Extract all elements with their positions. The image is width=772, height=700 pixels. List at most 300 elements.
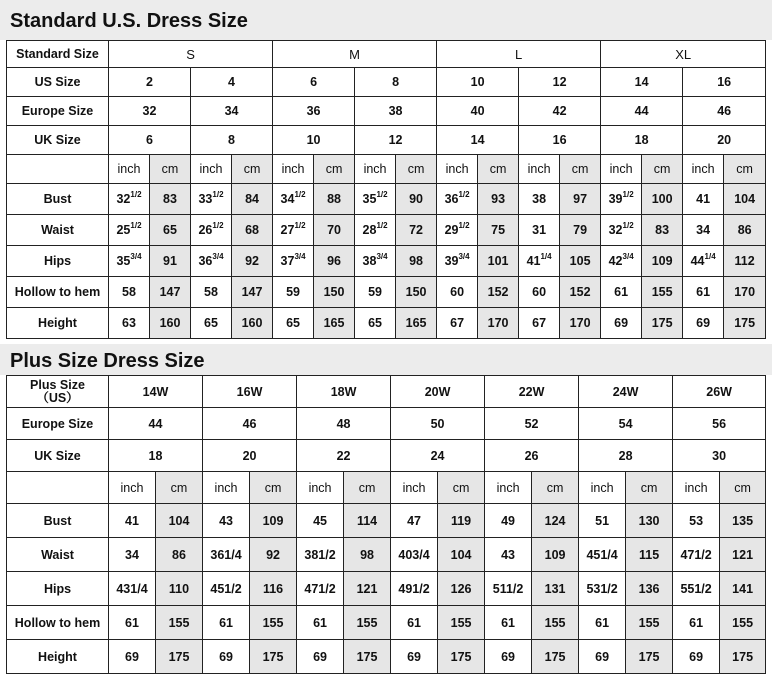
- cm-value: 155: [344, 606, 391, 640]
- unit-cm: cm: [642, 155, 683, 184]
- unit-cm: cm: [344, 472, 391, 504]
- measure-label: Bust: [7, 184, 109, 215]
- uk-size-cell: 8: [191, 126, 273, 155]
- europe-size-cell: 34: [191, 97, 273, 126]
- cm-value: 72: [396, 215, 437, 246]
- inch-value: [355, 246, 396, 277]
- inch-value: 531/2: [579, 572, 626, 606]
- inch-whole: 44: [690, 254, 705, 268]
- inch-value: 69: [109, 640, 156, 674]
- unit-cm: cm: [314, 155, 355, 184]
- us-size-row: [7, 68, 766, 97]
- us-size-cell: 6: [273, 68, 355, 97]
- inch-value: 61: [391, 606, 438, 640]
- inch-whole: 38: [362, 254, 377, 268]
- inch-value: 38: [519, 184, 560, 215]
- unit-inch: inch: [109, 155, 150, 184]
- standard-size-title: Standard U.S. Dress Size: [0, 0, 772, 40]
- cm-value: 175: [720, 640, 766, 674]
- cm-value: 126: [438, 572, 485, 606]
- inch-whole: 25: [116, 223, 131, 237]
- plus-europe-size-label: Europe Size: [7, 408, 109, 440]
- cm-value: 130: [626, 504, 673, 538]
- cm-value: 175: [532, 640, 579, 674]
- europe-size-row: [7, 97, 766, 126]
- inch-value: 511/2: [485, 572, 532, 606]
- size-letter-s: S: [109, 41, 273, 68]
- inch-value: 45: [297, 504, 344, 538]
- inch-value: [601, 184, 642, 215]
- us-size-cell: 2: [109, 68, 191, 97]
- plus-size-title: Plus Size Dress Size: [0, 344, 772, 375]
- inch-value: 61: [579, 606, 626, 640]
- measure-label: Hips: [7, 246, 109, 277]
- inch-value: 69: [683, 308, 724, 339]
- cm-value: 155: [626, 606, 673, 640]
- uk-size-cell: 20: [683, 126, 766, 155]
- cm-value: 91: [150, 246, 191, 277]
- inch-value: 53: [673, 504, 720, 538]
- inch-value: 43: [485, 538, 532, 572]
- inch-value: [601, 215, 642, 246]
- plus-uk-size-cell: 22: [297, 440, 391, 472]
- us-size-cell: 16: [683, 68, 766, 97]
- plus-size-16w: 16W: [203, 376, 297, 408]
- inch-value: 431/4: [109, 572, 156, 606]
- cm-value: 136: [626, 572, 673, 606]
- inch-whole: 36: [198, 254, 213, 268]
- cm-value: 147: [232, 277, 273, 308]
- inch-whole: 42: [608, 254, 623, 268]
- unit-row-blank: [7, 155, 109, 184]
- plus-size-label-line1: Plus Size: [30, 377, 85, 392]
- inch-value: 451/4: [579, 538, 626, 572]
- cm-value: 96: [314, 246, 355, 277]
- cm-value: 152: [478, 277, 519, 308]
- plus-europe-size-row: [7, 408, 766, 440]
- inch-fraction: 1/2: [376, 221, 388, 230]
- plus-measure-row-height: [7, 640, 766, 674]
- cm-value: 131: [532, 572, 579, 606]
- cm-value: 93: [478, 184, 519, 215]
- uk-size-cell: 6: [109, 126, 191, 155]
- us-size-cell: 4: [191, 68, 273, 97]
- unit-inch: inch: [485, 472, 532, 504]
- cm-value: 175: [626, 640, 673, 674]
- unit-cm: cm: [720, 472, 766, 504]
- cm-value: 109: [250, 504, 297, 538]
- measure-row-bust: [7, 184, 766, 215]
- cm-value: 165: [396, 308, 437, 339]
- unit-cm: cm: [478, 155, 519, 184]
- standard-size-section: [0, 40, 772, 344]
- cm-value: 150: [314, 277, 355, 308]
- europe-size-cell: 40: [437, 97, 519, 126]
- unit-inch: inch: [391, 472, 438, 504]
- cm-value: 86: [156, 538, 203, 572]
- cm-value: 70: [314, 215, 355, 246]
- inch-fraction: 1/2: [130, 190, 142, 199]
- inch-fraction: 1/2: [294, 190, 306, 199]
- inch-value: 381/2: [297, 538, 344, 572]
- inch-whole: 26: [198, 223, 213, 237]
- inch-value: 59: [273, 277, 314, 308]
- cm-value: 104: [438, 538, 485, 572]
- plus-size-14w: 14W: [109, 376, 203, 408]
- cm-value: 175: [438, 640, 485, 674]
- inch-fraction: 3/4: [458, 252, 470, 261]
- inch-fraction: 3/4: [376, 252, 388, 261]
- inch-value: 41: [109, 504, 156, 538]
- inch-value: 65: [355, 308, 396, 339]
- cm-value: 175: [250, 640, 297, 674]
- inch-value: 69: [391, 640, 438, 674]
- cm-value: 101: [478, 246, 519, 277]
- inch-value: 403/4: [391, 538, 438, 572]
- plus-uk-size-cell: 24: [391, 440, 485, 472]
- unit-inch: inch: [579, 472, 626, 504]
- cm-value: 98: [344, 538, 391, 572]
- measure-label: Hips: [7, 572, 109, 606]
- unit-inch: inch: [191, 155, 232, 184]
- inch-value: [191, 246, 232, 277]
- inch-whole: 39: [608, 192, 623, 206]
- cm-value: 100: [642, 184, 683, 215]
- plus-uk-size-label: UK Size: [7, 440, 109, 472]
- measure-label: Waist: [7, 215, 109, 246]
- uk-size-label: UK Size: [7, 126, 109, 155]
- plus-uk-size-cell: 20: [203, 440, 297, 472]
- plus-uk-size-cell: 18: [109, 440, 203, 472]
- plus-size-label-line2: （US）: [36, 390, 79, 405]
- plus-uk-size-cell: 30: [673, 440, 766, 472]
- unit-inch: inch: [273, 155, 314, 184]
- cm-value: 155: [156, 606, 203, 640]
- inch-value: 60: [437, 277, 478, 308]
- inch-whole: 27: [280, 223, 295, 237]
- unit-row: [7, 155, 766, 184]
- plus-measure-row-hollow-to-hem: [7, 606, 766, 640]
- cm-value: 116: [250, 572, 297, 606]
- cm-value: 88: [314, 184, 355, 215]
- cm-value: 170: [724, 277, 766, 308]
- cm-value: 121: [344, 572, 391, 606]
- size-letter-l: L: [437, 41, 601, 68]
- measure-label: Height: [7, 640, 109, 674]
- cm-value: 155: [642, 277, 683, 308]
- inch-value: 551/2: [673, 572, 720, 606]
- inch-value: 60: [519, 277, 560, 308]
- inch-whole: 36: [444, 192, 459, 206]
- inch-value: 69: [485, 640, 532, 674]
- uk-size-cell: 10: [273, 126, 355, 155]
- inch-value: 41: [683, 184, 724, 215]
- inch-value: 69: [579, 640, 626, 674]
- inch-value: [273, 215, 314, 246]
- us-size-cell: 12: [519, 68, 601, 97]
- cm-value: 175: [344, 640, 391, 674]
- measure-label: Hollow to hem: [7, 606, 109, 640]
- plus-europe-size-cell: 50: [391, 408, 485, 440]
- inch-whole: 28: [362, 223, 377, 237]
- inch-whole: 35: [362, 192, 377, 206]
- inch-fraction: 3/4: [294, 252, 306, 261]
- inch-value: 31: [519, 215, 560, 246]
- plus-europe-size-cell: 54: [579, 408, 673, 440]
- size-letter-m: M: [273, 41, 437, 68]
- plus-size-20w: 20W: [391, 376, 485, 408]
- size-letter-xl: XL: [601, 41, 766, 68]
- inch-fraction: 1/2: [212, 221, 224, 230]
- uk-size-cell: 14: [437, 126, 519, 155]
- uk-size-cell: 18: [601, 126, 683, 155]
- cm-value: 147: [150, 277, 191, 308]
- plus-europe-size-cell: 44: [109, 408, 203, 440]
- inch-fraction: 1/2: [294, 221, 306, 230]
- measure-label: Height: [7, 308, 109, 339]
- cm-value: 97: [560, 184, 601, 215]
- inch-value: 69: [601, 308, 642, 339]
- measure-row-hollow-to-hem: [7, 277, 766, 308]
- us-size-cell: 10: [437, 68, 519, 97]
- cm-value: 104: [724, 184, 766, 215]
- cm-value: 119: [438, 504, 485, 538]
- cm-value: 92: [250, 538, 297, 572]
- cm-value: 170: [560, 308, 601, 339]
- cm-value: 175: [156, 640, 203, 674]
- cm-value: 160: [150, 308, 191, 339]
- unit-inch: inch: [683, 155, 724, 184]
- inch-value: [109, 246, 150, 277]
- measure-row-height: [7, 308, 766, 339]
- plus-size-table: [6, 375, 766, 674]
- plus-size-18w: 18W: [297, 376, 391, 408]
- cm-value: 83: [150, 184, 191, 215]
- cm-value: 155: [720, 606, 766, 640]
- inch-value: [109, 184, 150, 215]
- cm-value: 92: [232, 246, 273, 277]
- cm-value: 83: [642, 215, 683, 246]
- inch-fraction: 1/2: [130, 221, 142, 230]
- inch-value: 61: [109, 606, 156, 640]
- inch-value: [191, 215, 232, 246]
- inch-value: 59: [355, 277, 396, 308]
- cm-value: 104: [156, 504, 203, 538]
- inch-value: 65: [273, 308, 314, 339]
- us-size-label: US Size: [7, 68, 109, 97]
- inch-whole: 39: [444, 254, 459, 268]
- plus-europe-size-cell: 46: [203, 408, 297, 440]
- inch-whole: 41: [526, 254, 541, 268]
- europe-size-cell: 32: [109, 97, 191, 126]
- inch-value: [355, 215, 396, 246]
- plus-size-22w: 22W: [485, 376, 579, 408]
- inch-fraction: 1/4: [704, 252, 716, 261]
- cm-value: 152: [560, 277, 601, 308]
- cm-value: 115: [626, 538, 673, 572]
- plus-measure-row-bust: [7, 504, 766, 538]
- cm-value: 135: [720, 504, 766, 538]
- plus-measure-row-hips: [7, 572, 766, 606]
- cm-value: 175: [724, 308, 766, 339]
- inch-value: 58: [109, 277, 150, 308]
- plus-size-section: [0, 375, 772, 700]
- cm-value: 165: [314, 308, 355, 339]
- uk-size-cell: 12: [355, 126, 437, 155]
- cm-value: 98: [396, 246, 437, 277]
- unit-inch: inch: [673, 472, 720, 504]
- plus-uk-size-row: [7, 440, 766, 472]
- plus-unit-row-blank: [7, 472, 109, 504]
- inch-fraction: 1/2: [212, 190, 224, 199]
- inch-value: 471/2: [297, 572, 344, 606]
- inch-whole: 29: [444, 223, 459, 237]
- unit-inch: inch: [203, 472, 250, 504]
- cm-value: 86: [724, 215, 766, 246]
- inch-value: 58: [191, 277, 232, 308]
- inch-value: [273, 184, 314, 215]
- inch-value: 61: [683, 277, 724, 308]
- uk-size-cell: 16: [519, 126, 601, 155]
- inch-fraction: 1/4: [540, 252, 552, 261]
- inch-value: [519, 246, 560, 277]
- cm-value: 105: [560, 246, 601, 277]
- inch-value: [437, 246, 478, 277]
- uk-size-row: [7, 126, 766, 155]
- inch-value: 61: [485, 606, 532, 640]
- inch-value: 34: [109, 538, 156, 572]
- inch-fraction: 1/2: [458, 190, 470, 199]
- unit-inch: inch: [519, 155, 560, 184]
- inch-fraction: 3/4: [130, 252, 142, 261]
- inch-value: 67: [519, 308, 560, 339]
- inch-value: [355, 184, 396, 215]
- inch-whole: 32: [608, 223, 623, 237]
- cm-value: 160: [232, 308, 273, 339]
- cm-value: 124: [532, 504, 579, 538]
- inch-value: 51: [579, 504, 626, 538]
- inch-value: 61: [297, 606, 344, 640]
- inch-value: [601, 246, 642, 277]
- unit-cm: cm: [560, 155, 601, 184]
- plus-measure-row-waist: [7, 538, 766, 572]
- inch-value: 61: [673, 606, 720, 640]
- standard-size-label: Standard Size: [7, 41, 109, 68]
- unit-cm: cm: [150, 155, 191, 184]
- plus-uk-size-cell: 28: [579, 440, 673, 472]
- inch-whole: 35: [116, 254, 131, 268]
- cm-value: 155: [532, 606, 579, 640]
- plus-europe-size-cell: 48: [297, 408, 391, 440]
- cm-value: 84: [232, 184, 273, 215]
- europe-size-cell: 46: [683, 97, 766, 126]
- unit-cm: cm: [438, 472, 485, 504]
- cm-value: 141: [720, 572, 766, 606]
- europe-size-cell: 36: [273, 97, 355, 126]
- inch-value: 361/4: [203, 538, 250, 572]
- unit-inch: inch: [601, 155, 642, 184]
- inch-value: [683, 246, 724, 277]
- cm-value: 112: [724, 246, 766, 277]
- plus-europe-size-cell: 56: [673, 408, 766, 440]
- cm-value: 68: [232, 215, 273, 246]
- measure-row-waist: [7, 215, 766, 246]
- plus-size-label: [7, 376, 109, 408]
- inch-fraction: 1/2: [622, 190, 634, 199]
- inch-value: 47: [391, 504, 438, 538]
- unit-inch: inch: [437, 155, 478, 184]
- europe-size-cell: 42: [519, 97, 601, 126]
- cm-value: 155: [438, 606, 485, 640]
- inch-value: 491/2: [391, 572, 438, 606]
- unit-inch: inch: [297, 472, 344, 504]
- measure-label: Hollow to hem: [7, 277, 109, 308]
- inch-value: [273, 246, 314, 277]
- inch-value: [437, 184, 478, 215]
- cm-value: 75: [478, 215, 519, 246]
- europe-size-cell: 38: [355, 97, 437, 126]
- cm-value: 175: [642, 308, 683, 339]
- inch-value: 69: [297, 640, 344, 674]
- inch-whole: 32: [116, 192, 131, 206]
- measure-label: Bust: [7, 504, 109, 538]
- cm-value: 170: [478, 308, 519, 339]
- cm-value: 114: [344, 504, 391, 538]
- inch-value: 67: [437, 308, 478, 339]
- inch-whole: 34: [280, 192, 295, 206]
- unit-cm: cm: [156, 472, 203, 504]
- inch-value: 34: [683, 215, 724, 246]
- cm-value: 150: [396, 277, 437, 308]
- europe-size-label: Europe Size: [7, 97, 109, 126]
- plus-uk-size-cell: 26: [485, 440, 579, 472]
- inch-value: [191, 184, 232, 215]
- cm-value: 65: [150, 215, 191, 246]
- inch-whole: 37: [280, 254, 295, 268]
- inch-fraction: 3/4: [622, 252, 634, 261]
- inch-value: 65: [191, 308, 232, 339]
- inch-value: 451/2: [203, 572, 250, 606]
- unit-inch: inch: [355, 155, 396, 184]
- unit-cm: cm: [250, 472, 297, 504]
- inch-value: 43: [203, 504, 250, 538]
- inch-value: 69: [203, 640, 250, 674]
- plus-size-26w: 26W: [673, 376, 766, 408]
- standard-size-table: [6, 40, 766, 339]
- inch-whole: 33: [198, 192, 213, 206]
- plus-europe-size-cell: 52: [485, 408, 579, 440]
- unit-cm: cm: [724, 155, 766, 184]
- plus-size-row: [7, 376, 766, 408]
- cm-value: 109: [532, 538, 579, 572]
- us-size-cell: 8: [355, 68, 437, 97]
- inch-value: 63: [109, 308, 150, 339]
- inch-fraction: 1/2: [458, 221, 470, 230]
- measure-label: Waist: [7, 538, 109, 572]
- inch-value: 49: [485, 504, 532, 538]
- cm-value: 79: [560, 215, 601, 246]
- unit-cm: cm: [626, 472, 673, 504]
- inch-fraction: 3/4: [212, 252, 224, 261]
- inch-value: 61: [601, 277, 642, 308]
- measure-row-hips: [7, 246, 766, 277]
- cm-value: 110: [156, 572, 203, 606]
- cm-value: 90: [396, 184, 437, 215]
- plus-unit-row: [7, 472, 766, 504]
- cm-value: 109: [642, 246, 683, 277]
- standard-size-row: [7, 41, 766, 68]
- us-size-cell: 14: [601, 68, 683, 97]
